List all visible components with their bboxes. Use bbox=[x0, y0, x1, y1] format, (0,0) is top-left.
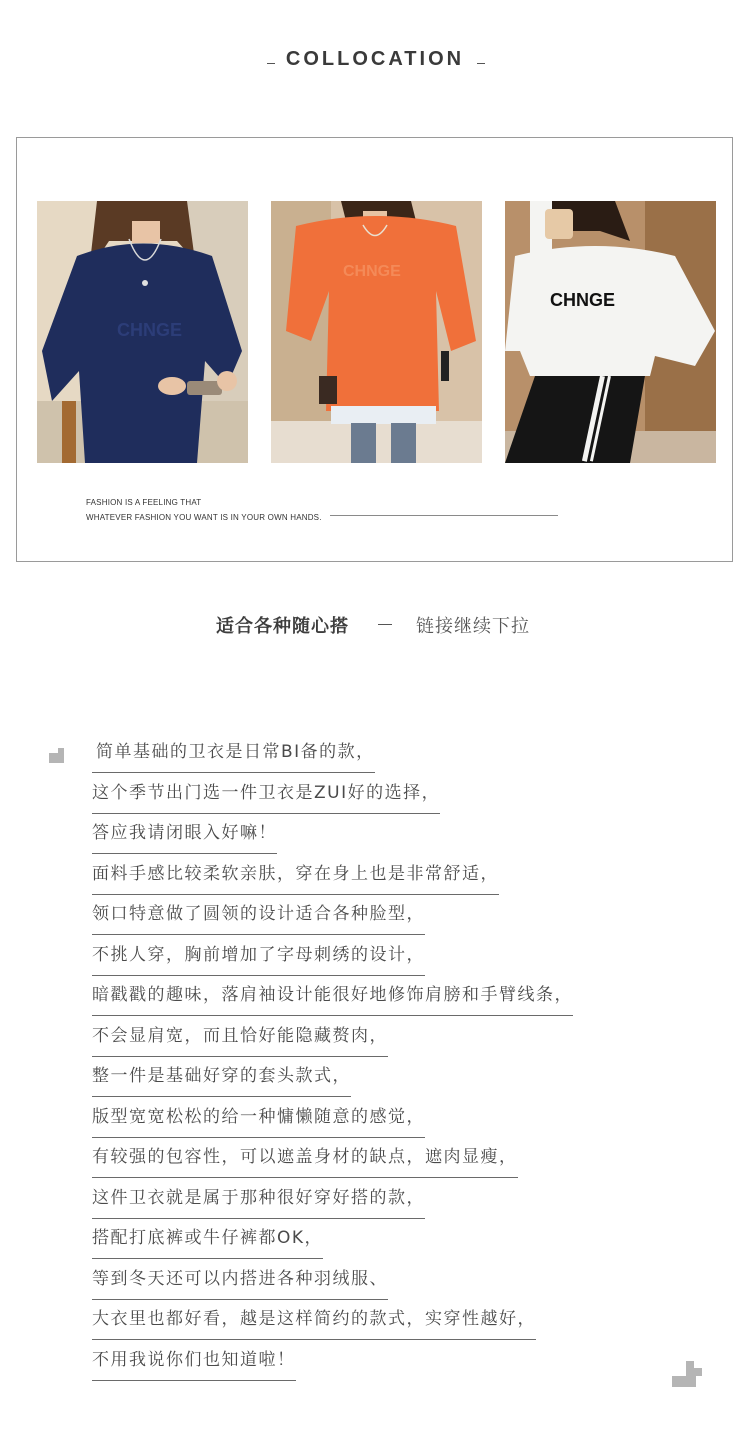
description-line bbox=[92, 1307, 536, 1341]
description-line-text: 这件卫衣就是属于那种很好穿好搭的款， bbox=[92, 1186, 425, 1219]
description-line-text: 答应我请闭眼入好嘛！ bbox=[92, 821, 277, 854]
description-line bbox=[92, 740, 375, 774]
svg-text:CHNGE: CHNGE bbox=[343, 263, 401, 280]
description-line-text: 这个季节出门选一件卫衣是ZUI好的选择， bbox=[92, 781, 440, 814]
description-line-text: 整一件是基础好穿的套头款式， bbox=[92, 1064, 351, 1097]
orange-sweatshirt-photo bbox=[271, 201, 482, 463]
description-line bbox=[92, 1064, 351, 1098]
description-line bbox=[92, 1226, 323, 1260]
description-line-text: 版型宽宽松松的给一种慵懒随意的感觉， bbox=[92, 1105, 425, 1138]
description-line bbox=[92, 902, 425, 936]
description-line-text: 大衣里也都好看，越是这样简约的款式，实穿性越好， bbox=[92, 1307, 536, 1340]
subtitle-bold: 适合各种随心搭 bbox=[216, 616, 349, 637]
svg-text:CHNGE: CHNGE bbox=[550, 290, 616, 310]
description-line bbox=[92, 862, 499, 896]
section-header bbox=[0, 46, 750, 78]
description-line-text: 等到冬天还可以内搭进各种羽绒服、 bbox=[92, 1267, 388, 1300]
section-title: COLLOCATION bbox=[285, 48, 465, 70]
description-line bbox=[92, 1105, 425, 1139]
description-line-text: 不会显肩宽，而且恰好能隐藏赘肉， bbox=[92, 1024, 388, 1057]
description-line bbox=[92, 821, 277, 855]
description-line bbox=[92, 1267, 388, 1301]
navy-sweatshirt-photo bbox=[37, 201, 248, 463]
collocation-frame bbox=[16, 137, 733, 562]
description-line-text: 面料手感比较柔软亲肤，穿在身上也是非常舒适， bbox=[92, 862, 499, 895]
description-line-text: 搭配打底裤或牛仔裤都OK， bbox=[92, 1226, 323, 1259]
description-line bbox=[92, 1348, 296, 1382]
svg-text:CHNGE: CHNGE bbox=[117, 320, 183, 340]
tagline-line-1: FASHION IS A FEELING THAT bbox=[86, 498, 202, 507]
fashion-tagline bbox=[86, 495, 322, 525]
pixel-decoration-icon bbox=[672, 1361, 702, 1387]
description-line bbox=[92, 1186, 425, 1220]
description-line-text: 有较强的包容性，可以遮盖身材的缺点，遮肉显瘦， bbox=[92, 1145, 518, 1178]
description-line-text: 领口特意做了圆领的设计适合各种脸型， bbox=[92, 902, 425, 935]
description-line bbox=[92, 781, 440, 815]
header-dash-right bbox=[477, 63, 485, 64]
description-line bbox=[92, 983, 573, 1017]
styling-subtitle bbox=[0, 612, 750, 638]
description-line bbox=[92, 1024, 388, 1058]
description-line-text: 不挑人穿，胸前增加了字母刺绣的设计， bbox=[92, 943, 425, 976]
pixel-decoration-icon bbox=[49, 748, 65, 764]
description-line-text: 不用我说你们也知道啦！ bbox=[92, 1348, 296, 1381]
subtitle-light: 链接继续下拉 bbox=[416, 616, 530, 637]
description-line-text: 简单基础的卫衣是日常BI备的款， bbox=[92, 740, 375, 773]
description-line-text: 暗戳戳的趣味，落肩袖设计能很好地修饰肩膀和手臂线条， bbox=[92, 983, 573, 1016]
description-line bbox=[92, 943, 425, 977]
tagline-line-2: WHATEVER FASHION YOU WANT IS IN YOUR OWN HANDS. bbox=[86, 513, 322, 522]
tagline-divider bbox=[330, 515, 558, 516]
white-sweatshirt-photo bbox=[505, 201, 716, 463]
subtitle-dash bbox=[378, 624, 392, 625]
description-line bbox=[92, 1145, 518, 1179]
